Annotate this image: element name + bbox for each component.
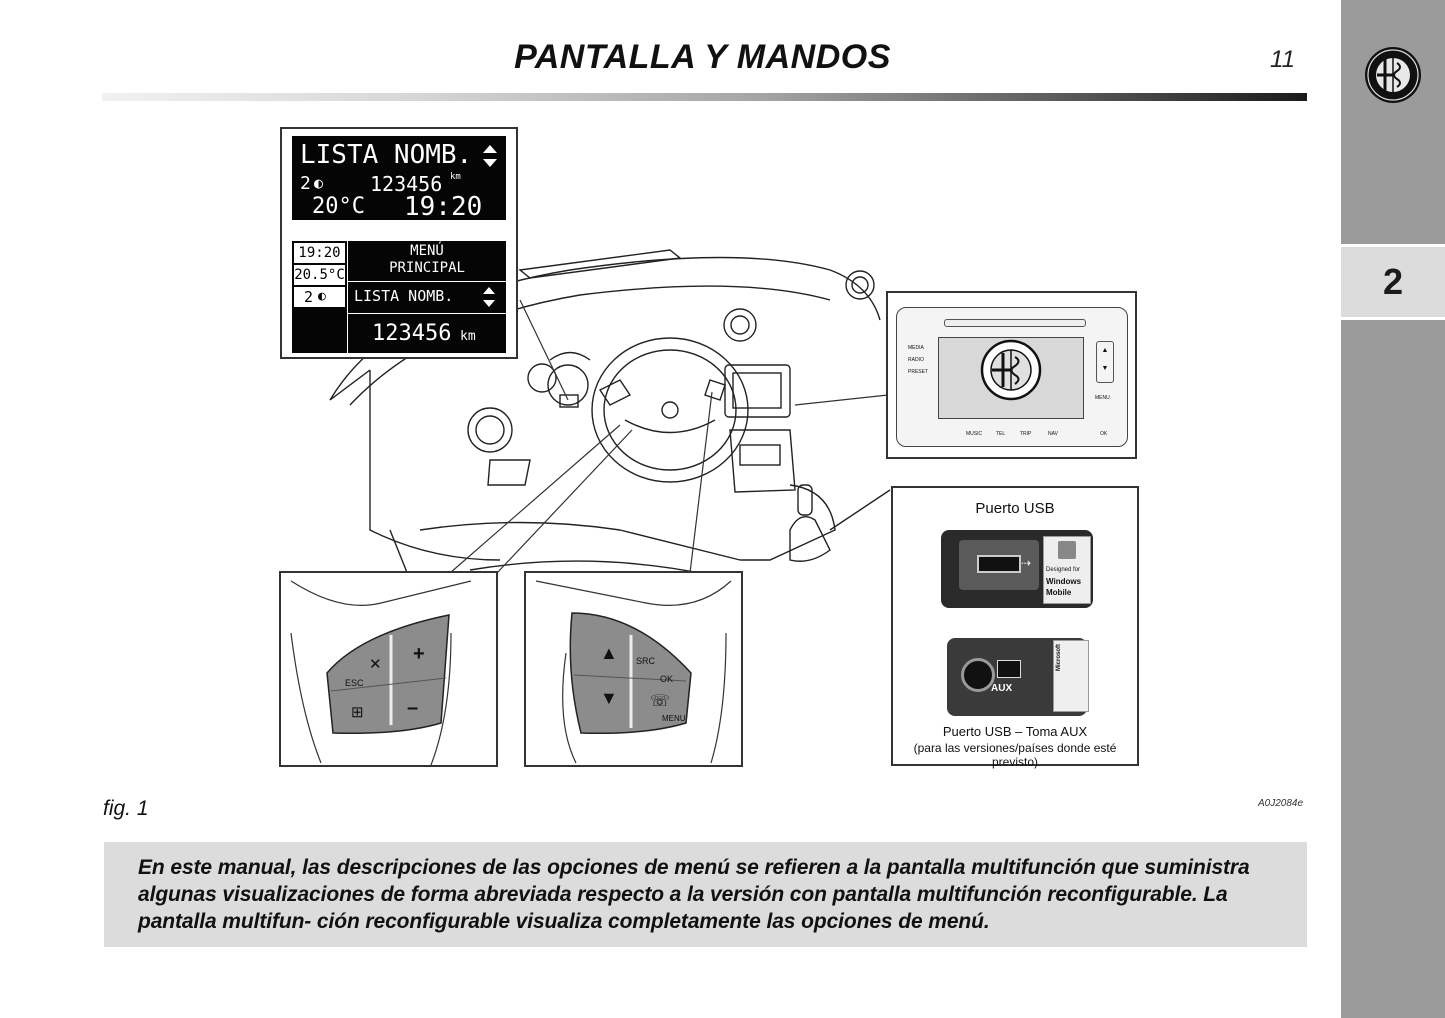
figure-label: fig. 1	[103, 797, 149, 820]
radio-tel-button[interactable]: TEL	[996, 431, 1006, 437]
phone-icon[interactable]: ☏	[650, 693, 671, 710]
esc-button[interactable]: ESC	[345, 678, 364, 688]
lcd-menu-title-2: PRINCIPAL	[389, 260, 465, 276]
ok-button[interactable]: OK	[660, 674, 674, 684]
radio-radio-button[interactable]: RADIO	[908, 357, 924, 363]
right-steering-controls	[524, 571, 743, 767]
page-number: 11	[1270, 46, 1295, 73]
badge-line-1: Designed for	[1046, 567, 1081, 573]
radio-media-button[interactable]: MEDIA	[908, 345, 924, 351]
lcd-headlight-icon: ◐	[314, 174, 324, 192]
radio-menu-button[interactable]: MENU	[1095, 395, 1110, 401]
lcd-temperature: 20°C	[312, 194, 365, 219]
badge-line-2: Windows	[1046, 577, 1082, 586]
chapter-number: 2	[1382, 261, 1404, 302]
lcd-menu-gear-box	[294, 287, 345, 307]
lcd-odometer: 123456	[370, 172, 443, 196]
radio-ok-button[interactable]: OK	[1100, 431, 1108, 437]
left-steering-controls	[279, 571, 498, 767]
lcd-menu-gear: 2	[304, 288, 314, 306]
lcd-menu-odometer: 123456	[372, 321, 452, 346]
lcd-list-label: LISTA NOMB.	[300, 140, 473, 170]
windows-button-icon[interactable]: ⊞	[351, 704, 364, 721]
figure-code: A0J2084e	[1258, 798, 1304, 809]
plus-button[interactable]: +	[413, 643, 425, 665]
aux-label: AUX	[991, 683, 1013, 694]
minus-button[interactable]: –	[407, 697, 419, 719]
usb-socket[interactable]	[977, 555, 1021, 573]
src-button[interactable]: SRC	[636, 656, 656, 666]
lcd-menu-temperature: 20.5°C	[294, 267, 345, 283]
aux-jack[interactable]	[961, 658, 995, 692]
usb-caption-1: Puerto USB – Toma AUX	[942, 724, 1088, 739]
down-arrow-button[interactable]: ▼	[600, 688, 618, 708]
radio-trip-button[interactable]: TRIP	[1020, 431, 1032, 437]
note-box	[104, 842, 1307, 947]
radio-nav-button[interactable]: NAV	[1048, 431, 1058, 437]
note-text: En este manual, las descripciones de las opciones de menú se refieren a la pantalla multifunción que suministra algunas visualizaciones de forma abreviada respecto a la versión con pantalla multifunción reconfigurable. La pantalla multifun- ción reconfigurable visualiza completamente las opciones de menú.	[138, 856, 1250, 933]
usb-symbol-icon: ⇢	[1021, 556, 1032, 570]
up-arrow-button[interactable]: ▲	[600, 643, 618, 663]
radio-music-button[interactable]: MUSIC	[966, 431, 983, 437]
badge-brand: Microsoft	[1056, 644, 1062, 671]
radio-preset-button[interactable]: PRESET	[908, 369, 929, 375]
lcd-menu-title-1: MENÚ	[410, 243, 444, 259]
menu-up-down-arrows-icon	[482, 286, 496, 308]
radio-volume-rocker[interactable]: ▲ ▼	[1096, 341, 1114, 383]
menu-button[interactable]: MENU	[662, 714, 686, 723]
radio-panel	[886, 291, 1137, 459]
aux-usb-socket[interactable]	[997, 660, 1021, 678]
lcd-time: 19:20	[404, 192, 483, 222]
usb-caption-2: (para las versiones/países donde esté previsto)	[913, 741, 1117, 769]
lcd-odometer-unit: km	[450, 172, 461, 182]
mute-icon[interactable]: ✕	[369, 656, 382, 673]
windows-flag-icon	[1058, 541, 1076, 559]
badge-line-3: Mobile	[1046, 588, 1072, 597]
lcd-trip-display	[292, 136, 506, 220]
lcd-gear: 2	[300, 173, 311, 194]
lcd-menu-odometer-unit: km	[460, 329, 476, 344]
lcd-menu-item: LISTA NOMB.	[354, 287, 454, 305]
lcd-menu-display	[292, 241, 506, 353]
windows-mobile-badge	[1043, 536, 1091, 604]
usb-port-title: Puerto USB	[975, 500, 1055, 517]
page-title: PANTALLA Y MANDOS	[514, 38, 891, 76]
lcd-menu-time: 19:20	[294, 243, 345, 263]
radio-screen-logo-icon	[980, 339, 1042, 401]
usb-panel	[891, 486, 1139, 769]
lcd-menu-light-icon: ◐	[318, 289, 326, 304]
display-panel	[280, 127, 518, 359]
blue-me-badge	[1053, 640, 1089, 712]
up-down-arrows-icon	[482, 144, 498, 168]
